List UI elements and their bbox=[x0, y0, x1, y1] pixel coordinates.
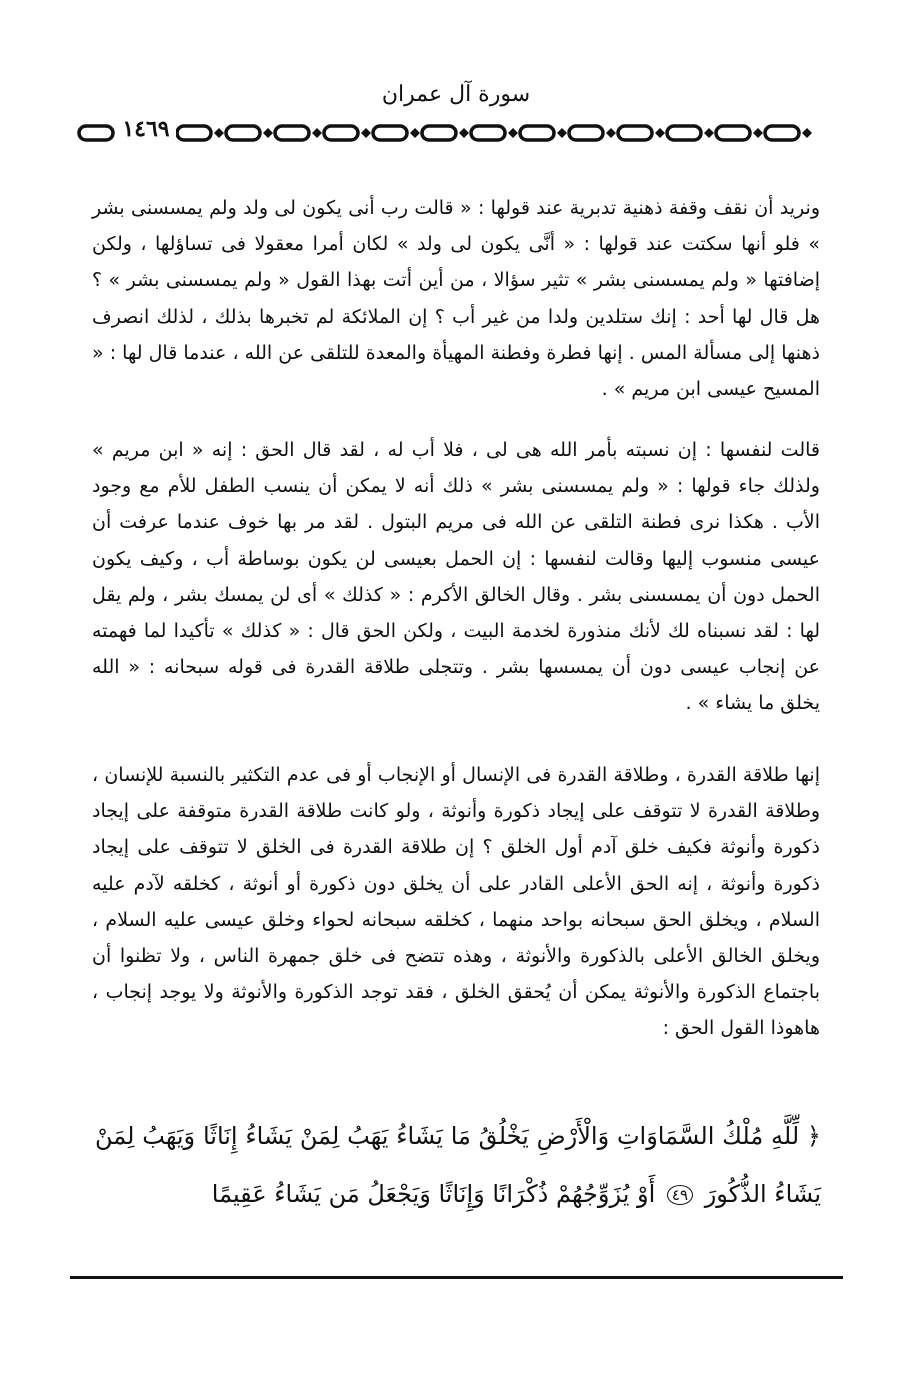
ornament-link bbox=[422, 126, 456, 140]
ornament-diamond bbox=[263, 128, 273, 138]
paragraph-3: إنها طلاقة القدرة ، وطلاقة القدرة فى الإنسال أو الإنجاب أو فى عدم التكثير بالنسبة للإنسان ، وطلاقة القدرة لا تتوقف على إيجاد ذكورة وأنوثة ، ولو كانت طلاقة القدرة متوقفة على إيجاد ذكورة وأنوثة فكيف خلق آدم أول الخلق ؟ إن طلاقة القدرة فى الخلق لا تتوقف على إيجاد ذكورة وأنوثة ، إنه الحق الأعلى القادر على أن يخلق دون ذكورة أو أنوثة ، كخلقه لآدم عليه السلام ، ويخلق الحق سبحانه بواحد منهما ، كخلقه سبحانه لحواء وخلق عيسى عليه السلام ، ويخلق الخالق الأعلى بالذكورة والأنوثة ، وهذه تتضح فى خلق جمهرة الناس ، ولا تظنوا أن باجتماع الذكورة والأنوثة يمكن أن يُحقق الخلق ، فقد توجد الذكورة والأنوثة ولا يوجد إنجاب ، هاهوذا القول الحق : bbox=[92, 764, 820, 1040]
ornament-diamond bbox=[410, 128, 420, 138]
ornament-diamond bbox=[802, 128, 812, 138]
ornament-link bbox=[520, 126, 554, 140]
bottom-rule bbox=[70, 1276, 843, 1279]
surah-title: سورة آل عمران bbox=[381, 82, 531, 107]
ornament-link bbox=[79, 126, 113, 140]
verse-number-marker: ٤٩ bbox=[667, 1185, 693, 1205]
ornament-diamond bbox=[361, 128, 371, 138]
page-number: ١٤٦٩ bbox=[116, 116, 176, 142]
ornament-link bbox=[618, 126, 652, 140]
ornament-link bbox=[373, 126, 407, 140]
ornament-link bbox=[471, 126, 505, 140]
paragraph-2: قالت لنفسها : إن نسبته بأمر الله هى لى ، فلا أب له ، لقد قال الحق : إنه « ابن مريم » ولذلك جاء قولها : « ولم يمسسنى بشر » ذلك أنه لا يمكن أن ينسب الطفل للأم مع وجود الأب . هكذا نرى فطنة التلقى عن الله فى مريم البتول . لقد مر بها خوف عندما عرفت أن عيسى منسوب إليها وقالت لنفسها : إن الحمل بعيسى لن يكون بوساطة أب ، وكيف يكون الحمل دون أن يمسسنى بشر . وقال الخالق الأكرم : « كذلك » أى لن يمسك بشر ، ولم يقل لها : لقد نسبناه لك لأنك منذورة لخدمة البيت ، ولكن الحق قال : « كذلك » تأكيدا لما فهمته عن إنجاب عيسى دون أن يمسسها بشر . وتتجلى طلاقة القدرة فى قوله سبحانه : « الله يخلق ما يشاء » . bbox=[92, 439, 820, 715]
ornament-link bbox=[716, 126, 750, 140]
ornament-link bbox=[569, 126, 603, 140]
ornament-link bbox=[765, 126, 799, 140]
ornament-diamond bbox=[214, 128, 224, 138]
ornament-diamond bbox=[312, 128, 322, 138]
ornament-diamond bbox=[459, 128, 469, 138]
ornament-diamond bbox=[557, 128, 567, 138]
ornament-diamond bbox=[606, 128, 616, 138]
ornament-diamond bbox=[508, 128, 518, 138]
quran-verse bbox=[95, 1107, 821, 1223]
ornament-link bbox=[226, 126, 260, 140]
ornament-band bbox=[75, 120, 837, 146]
paragraph-1: ونريد أن نقف وقفة ذهنية تدبرية عند قولها : « قالت رب أنى يكون لى ولد ولم يمسسنى بشر » فلو أنها سكتت عند قولها : « أنَّى يكون لى ولد » لكان أمرا معقولا فى تساؤلها ، ولكن إضافتها « ولم يمسسنى بشر » تثير سؤالا ، من أين أتت بهذا القول « ولم يمسسنى بشر » ؟ هل قال لها أحد : إنك ستلدين ولدا من غير أب ؟ إن الملائكة لم تخبرها بذلك ، لذلك انصرف ذهنها إلى مسألة المس . إنها فطرة وفطنة المهيأة والمعدة للتلقى عن الله ، عندما قال لها : « المسيح عيسى ابن مريم » . bbox=[92, 197, 820, 401]
ornament-link bbox=[324, 126, 358, 140]
ornament-link bbox=[667, 126, 701, 140]
ornament-diamond bbox=[655, 128, 665, 138]
ornament-link bbox=[177, 126, 211, 140]
ornament-link bbox=[275, 126, 309, 140]
ornament-diamond bbox=[704, 128, 714, 138]
verse-text-part2: أَوْ يُزَوِّجُهُمْ ذُكْرَانًا وَإِنَاثًا وَيَجْعَلُ مَن يَشَاءُ عَقِيمًا bbox=[211, 1180, 656, 1208]
verse-text-part1: ﴿ لِّلَّهِ مُلْكُ السَّمَاوَاتِ وَالْأَرْضِ يَخْلُقُ مَا يَشَاءُ يَهَبُ لِمَنْ يَشَاءُ إِنَاثًا وَيَهَبُ لِمَنْ يَشَاءُ الذُّكُورَ bbox=[95, 1122, 821, 1208]
ornament-diamond bbox=[753, 128, 763, 138]
